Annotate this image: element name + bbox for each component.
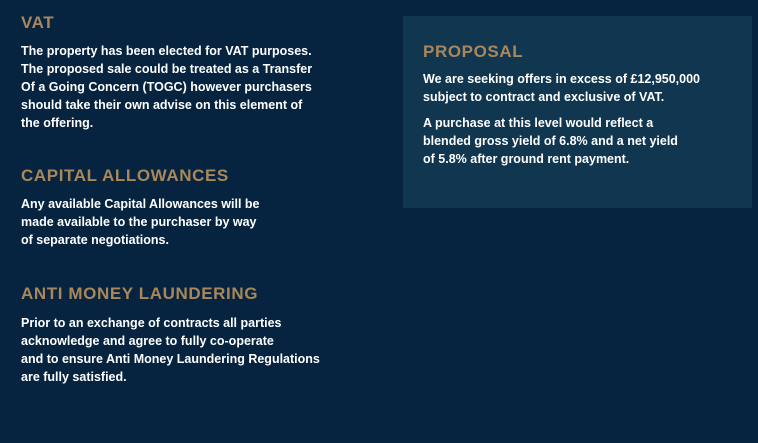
proposal-yield-line	[423, 132, 743, 150]
proposal-heading: PROPOSAL	[423, 42, 524, 61]
proposal-yield-line: A purchase at this level would reflect a	[423, 116, 654, 130]
anti-money-laundering-section	[21, 284, 361, 386]
anti-money-laundering-line: and to ensure Anti Money Laundering Regulations	[21, 352, 320, 366]
anti-money-laundering-line: Prior to an exchange of contracts all parties	[21, 316, 282, 330]
vat-line: The proposed sale could be treated as a Transfer	[21, 62, 313, 76]
proposal-box	[403, 16, 752, 208]
vat-line: The property has been elected for VAT purposes.	[21, 44, 312, 58]
gross-net-yield-emphasis: gross yield of 6.8% and a net yield	[474, 134, 678, 148]
capital-allowances-section	[21, 166, 361, 249]
anti-money-laundering-line: acknowledge and agree to fully co-operate	[21, 334, 274, 348]
vat-section	[21, 13, 361, 132]
capital-allowances-line: of separate negotiations.	[21, 233, 169, 247]
anti-money-laundering-paragraph	[21, 314, 361, 386]
net-yield-value-emphasis: of 5.8%	[423, 152, 467, 166]
capital-allowances-heading: CAPITAL ALLOWANCES	[21, 166, 229, 185]
vat-line: the offering.	[21, 116, 94, 130]
anti-money-laundering-line: are fully satisfied.	[21, 370, 127, 384]
proposal-offer-line: We are seeking offers in excess of £12,950,000	[423, 72, 701, 86]
vat-line: Of a Going Concern (TOGC) however purchasers	[21, 80, 312, 94]
proposal-yield-paragraph	[423, 114, 743, 168]
vat-paragraph	[21, 42, 361, 132]
proposal-offer-line: subject to contract and exclusive of VAT.	[423, 90, 665, 104]
capital-allowances-line: made available to the purchaser by way	[21, 215, 257, 229]
capital-allowances-paragraph	[21, 195, 361, 249]
proposal-yield-line	[423, 150, 743, 168]
proposal-yield-text: blended	[423, 134, 475, 148]
proposal-yield-text: after ground rent payment.	[466, 152, 630, 166]
proposal-offer-paragraph	[423, 70, 743, 106]
anti-money-laundering-heading: ANTI MONEY LAUNDERING	[21, 284, 259, 303]
vat-heading: VAT	[21, 13, 55, 32]
vat-line: should take their own advise on this element of	[21, 98, 303, 112]
proposal-content	[423, 42, 743, 168]
capital-allowances-line: Any available Capital Allowances will be	[21, 197, 260, 211]
